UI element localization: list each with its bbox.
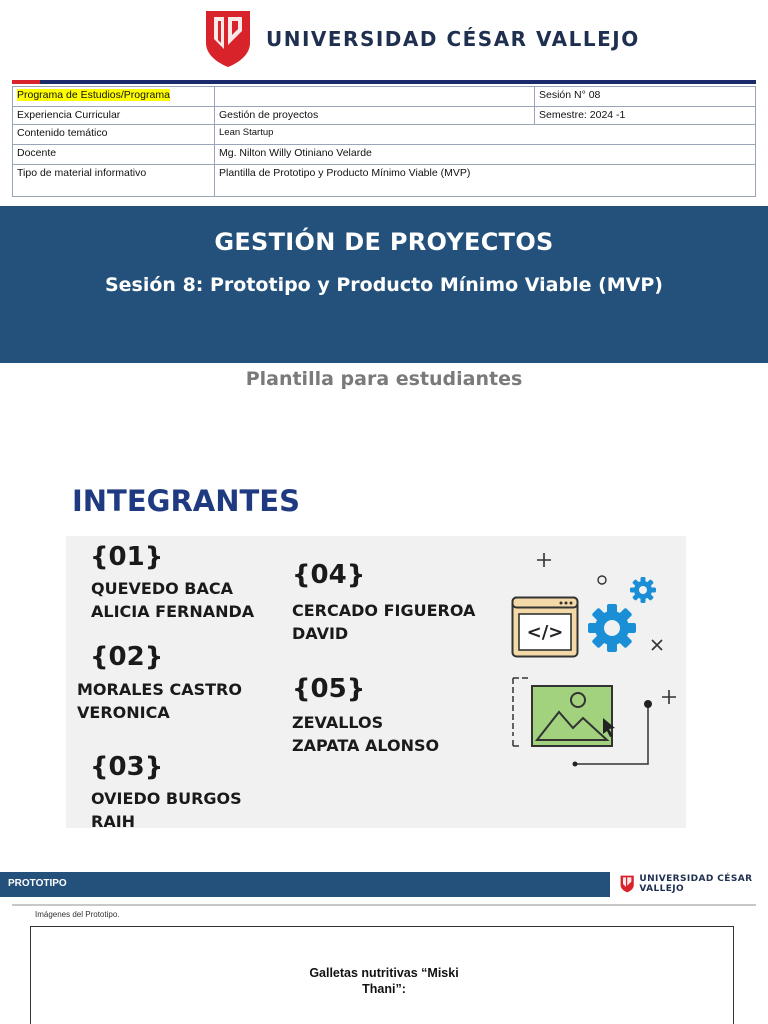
prototype-bar: PROTOTIPO: [0, 872, 610, 897]
small-university-name: UNIVERSIDAD CÉSAR VALLEJO: [639, 874, 753, 894]
member-number: {01}: [90, 542, 164, 572]
material-type-label: Tipo de material informativo: [13, 165, 215, 197]
member-number: {05}: [292, 674, 366, 704]
title-banner: [0, 206, 768, 363]
gear-icon: [629, 576, 657, 604]
section-divider: [12, 904, 756, 906]
header-stripe: [12, 80, 756, 84]
teacher-value: Mg. Nilton Willy Otiniano Velarde: [215, 145, 756, 165]
code-glyph: </>: [526, 622, 564, 643]
sparkle-icon: [536, 552, 552, 568]
member-name: CERCADO FIGUEROA DAVID: [292, 601, 476, 643]
circle-icon: [596, 574, 608, 586]
shield-logo-icon: [204, 9, 252, 69]
university-logo: [204, 8, 640, 70]
table-row: [13, 107, 756, 125]
close-icon: [650, 638, 664, 652]
template-label: Plantilla para estudiantes: [245, 368, 523, 390]
course-label: Experiencia Curricular: [13, 107, 215, 125]
content-label: Contenido temático: [13, 125, 215, 145]
gear-icon: [586, 602, 638, 654]
banner-subtitle: Sesión 8: Prototipo y Producto Mínimo Viable (MVP): [104, 274, 663, 296]
table-row: [13, 87, 756, 107]
members-heading: INTEGRANTES: [72, 484, 300, 518]
table-row: [13, 125, 756, 145]
course-info-table: [12, 86, 756, 197]
teacher-label: Docente: [13, 145, 215, 165]
member-number: {02}: [90, 642, 164, 672]
prototype-images-label: Imágenes del Prototipo.: [35, 910, 120, 919]
small-university-logo: [620, 873, 768, 895]
member-number: {03}: [90, 752, 164, 782]
members-panel: [66, 536, 686, 831]
table-row: [13, 165, 756, 197]
member-number: {04}: [292, 560, 366, 590]
university-name: UNIVERSIDAD CÉSAR VALLEJO: [266, 27, 640, 51]
image-icon: [511, 676, 681, 771]
member-name: ZEVALLOS ZAPATA ALONSO: [292, 713, 440, 755]
header-stripe-accent: [12, 80, 40, 84]
code-window-icon: [511, 596, 579, 658]
material-type-value: Plantilla de Prototipo y Producto Mínimo Viable (MVP): [215, 165, 756, 197]
course-value: Gestión de proyectos: [215, 107, 535, 125]
member-name: QUEVEDO BACA ALICIA FERNANDA: [91, 579, 255, 621]
shield-logo-icon: [620, 873, 634, 895]
program-label: Programa de Estudios/Programa: [17, 89, 170, 101]
session-number: Sesión N° 08: [535, 87, 756, 107]
member-name: OVIEDO BURGOS RAIH: [91, 789, 242, 831]
member-name: MORALES CASTRO VERONICA: [77, 680, 242, 722]
program-value: [215, 87, 535, 107]
semester: Semestre: 2024 -1: [535, 107, 756, 125]
banner-title: GESTIÓN DE PROYECTOS: [214, 228, 554, 256]
content-value: Lean Startup: [215, 125, 756, 145]
table-row: [13, 145, 756, 165]
product-title: Galletas nutritivas “Miski Thani”:: [309, 966, 459, 996]
sparkle-icon: [661, 689, 677, 705]
